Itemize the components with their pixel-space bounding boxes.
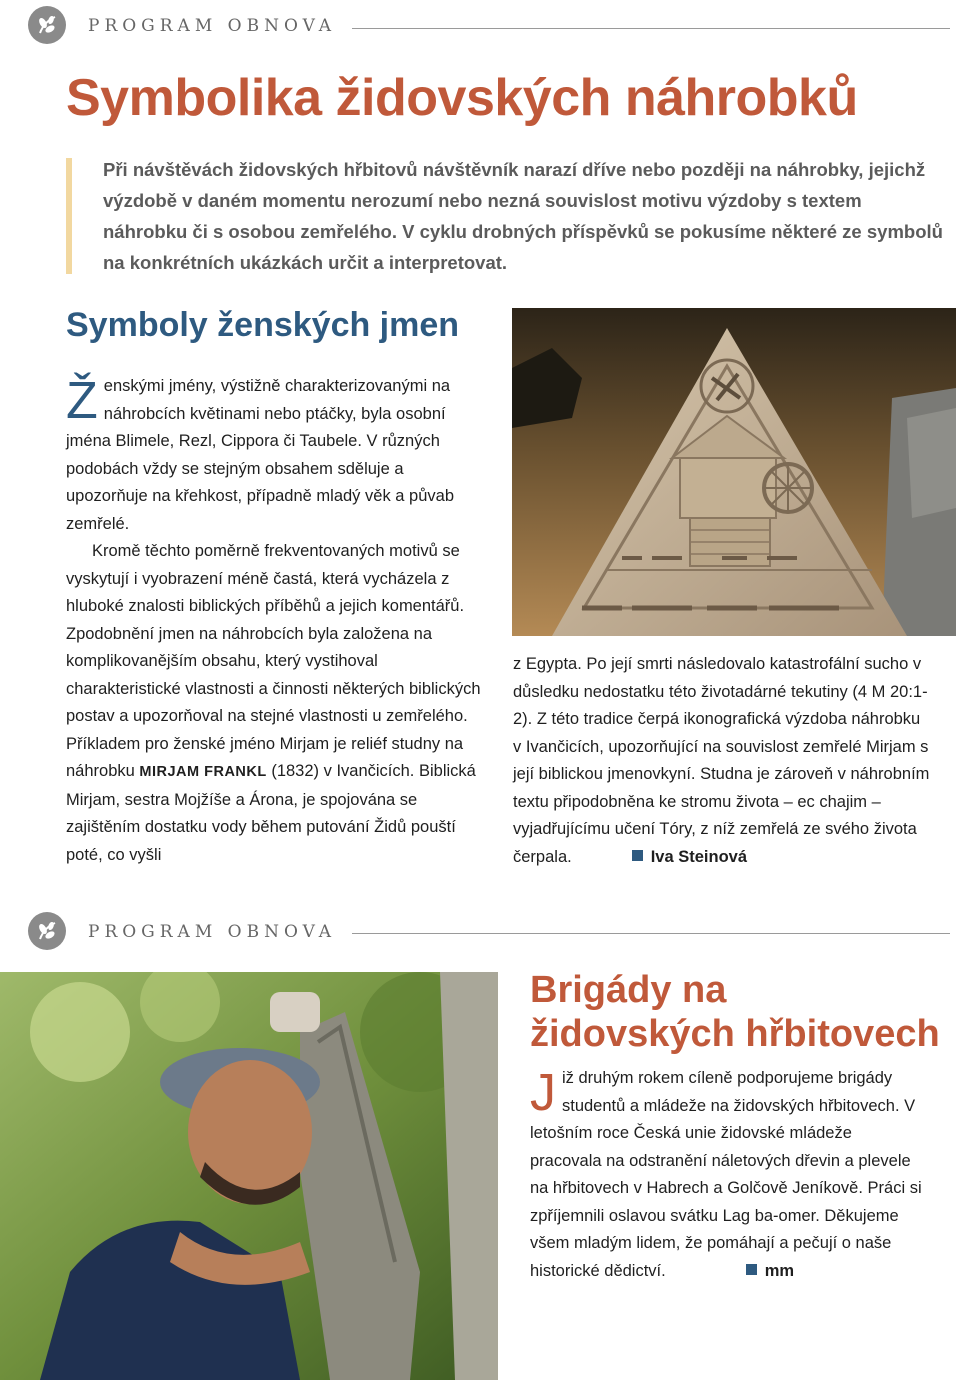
leaf-logo-icon [34, 918, 60, 944]
header-rule-bottom [352, 933, 950, 934]
section1-paragraph-2 [66, 538, 484, 869]
author-iva-steinova: Iva Steinová [650, 847, 747, 866]
tombstone-name: MIRJAM FRANKL [139, 764, 267, 780]
header-rule-top [352, 28, 950, 29]
volunteer-photo [0, 972, 498, 1380]
dropcap-j: J [530, 1064, 556, 1122]
tombstone-photo [512, 308, 956, 636]
section2-paragraph [530, 1065, 926, 1285]
author-mm: mm [764, 1261, 795, 1280]
section1-paragraph-3 [513, 651, 933, 871]
intro-paragraph: Při návštěvách židovských hřbitovů návštěvník narazí dříve nebo později na náhrobky, jejichž výzdobě v daném momentu nerozumí nebo nezná souvislost motivu výzdoby s textem náhrobku či s osobou zemřelého. V cyklu drobných příspěvků se pokusíme některé ze symbolů na konkrétních ukázkách určit a interpretovat. [103, 159, 943, 273]
program-label-bottom: PROGRAM OBNOVA [88, 922, 336, 942]
end-square-icon [746, 1264, 757, 1275]
program-logo-top [28, 6, 66, 44]
section-title-female-names: Symboly ženských jmen [66, 306, 460, 344]
dropcap-z: Ž [66, 372, 98, 430]
section1-column-1 [66, 373, 484, 869]
section1-p2-text-a: Kromě těchto poměrně frekventovaných motivů se vyskytují i vyobrazení méně častá, která vycházela z hluboké znalosti biblických příběhů a jejich komentářů. Zpodobnění jmen na náhrobcích byla založena na komplikovanějším obsahu, který vystihoval charakteristické vlastnosti a činnosti některých biblických postav a upozorňoval na stejné vlastnosti u zemřelého. Příkladem pro ženské jméno Mirjam je reliéf studny na náhrobku [66, 542, 481, 780]
section-title-brigades: Brigády na židovských hřbitovech [530, 969, 940, 1055]
section1-col2-text: z Egypta. Po její smrti následovalo katastrofální sucho v důsledku nedostatku této životadárné tekutiny (4 M 20:1-2). Z této tradice čerpá ikonografická výzdoba náhrobku v Ivančicích, upozorňující na souvislost zemřelé Mirjam s její biblickou jmenovkyní. Studna je zároveň v náhrobním textu připodobněna ke stromu života – ec chajim – vyjadřujícímu učení Tóry, z níž zemřelá ze svého života čerpala. [513, 655, 930, 866]
section1-p2-text-b: (1832) v Ivančicích. Biblická Mirjam, sestra Mojžíše a Árona, je spojována se zajištěním dostatku vody během putování Židů pouští poté, co vyšli [66, 762, 476, 864]
leaf-logo-icon [34, 12, 60, 38]
section1-p1-text: enskými jmény, výstižně charakterizovanými na náhrobcích květinami nebo ptáčky, byla osobní jména Blimele, Rezl, Cippora či Taubele. V různých podobách vždy se stejným obsahem sděluje a upozorňuje na křehkost, případně mladý věk a půvab zemřelé. [66, 377, 454, 533]
program-label-top: PROGRAM OBNOVA [88, 16, 336, 36]
intro-accent-bar [66, 158, 72, 274]
end-square-icon [632, 850, 643, 861]
section2-text: iž druhým rokem cíleně podporujeme brigády studentů a mládeže na židovských hřbitovech. V letošním roce Česká unie židovské mládeže pracovala na odstranění náletových dřevin a plevele na hřbitovech v Habrech a Golčově Jeníkově. Práci si zpříjemnili oslavou svátku Lag ba-omer. Děkujeme všem mladým lidem, že pomáhají a pečují o naše historické dědictví. [530, 1069, 922, 1280]
program-logo-bottom [28, 912, 66, 950]
section1-paragraph-1 [66, 373, 484, 538]
section2-body [530, 1065, 926, 1285]
section1-column-2 [513, 651, 933, 871]
page-title: Symbolika židovských náhrobků [66, 69, 858, 127]
